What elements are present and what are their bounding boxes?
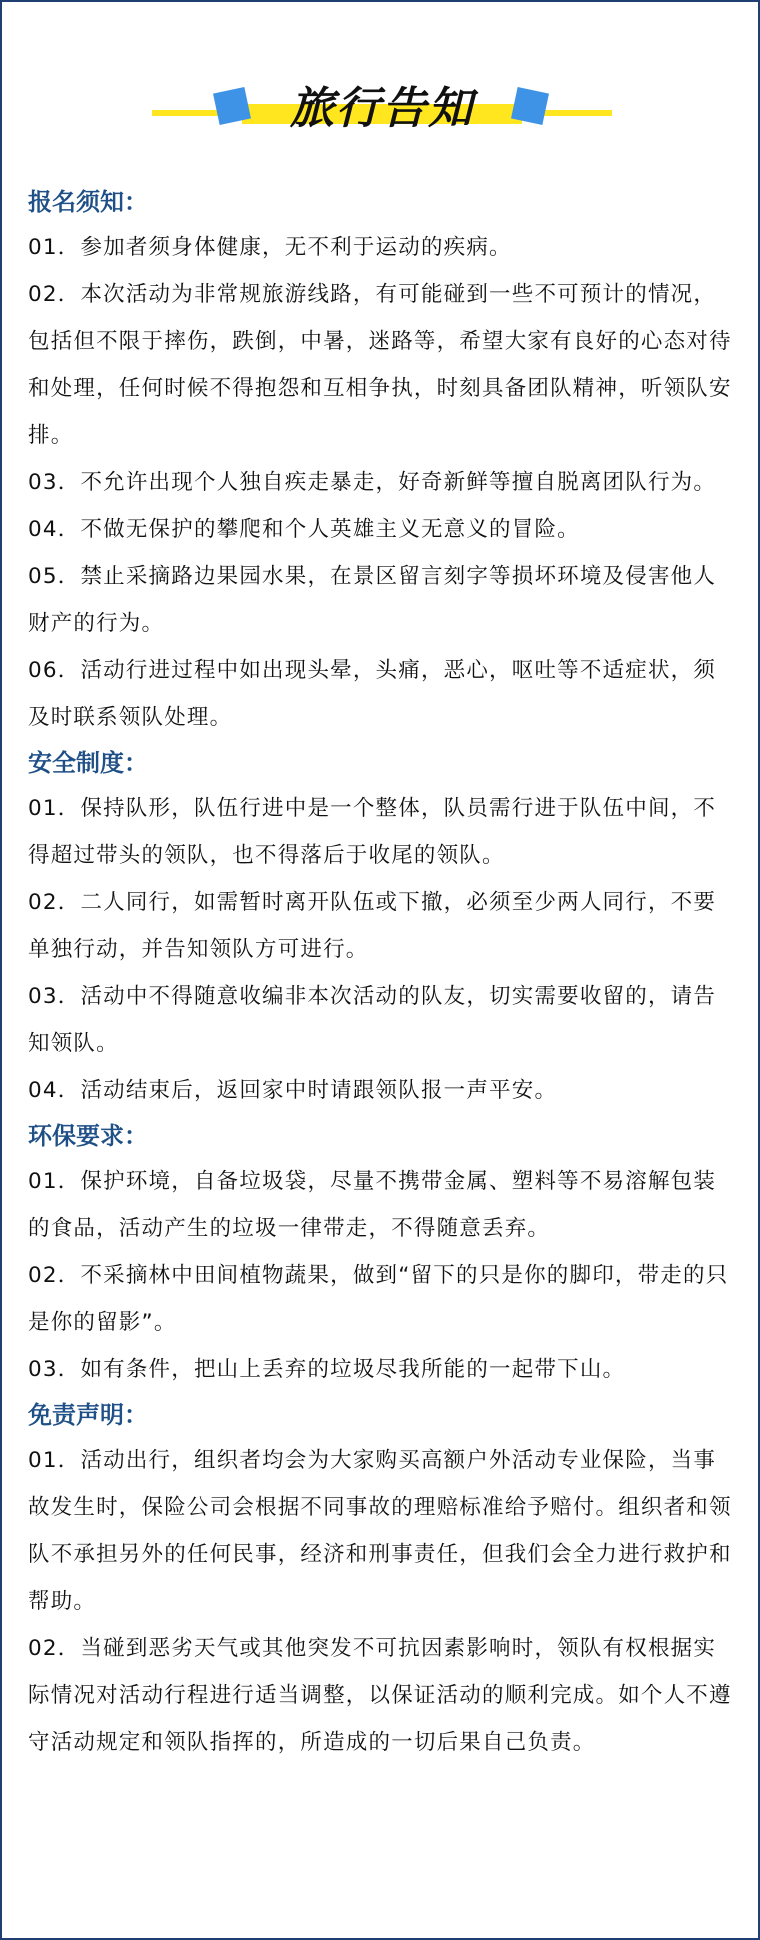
list-item: 06．活动行进过程中如出现头晕，头痛，恶心，呕吐等不适症状，须及时联系领队处理。 <box>28 658 717 730</box>
list-item: 04．活动结束后，返回家中时请跟领队报一声平安。 <box>28 1078 558 1103</box>
section-heading: 安全制度： <box>28 749 148 777</box>
section-disclaimer <box>28 1393 736 1766</box>
page-title: 旅行告知 <box>290 83 474 134</box>
section-heading: 报名须知： <box>28 188 148 216</box>
list-item: 02．当碰到恶劣天气或其他突发不可抗因素影响时，领队有权根据实际情况对活动行程进行适当调整，以保证活动的顺利完成。如个人不遵守活动规定和领队指挥的，所造成的一切后果自己负责。 <box>28 1636 732 1755</box>
section-registration <box>28 180 736 741</box>
section-heading: 环保要求： <box>28 1122 148 1150</box>
section-environment <box>28 1114 736 1393</box>
list-item: 01．活动出行，组织者均会为大家购买高额户外活动专业保险，当事故发生时，保险公司会根据不同事故的理赔标准给予赔付。组织者和领队不承担另外的任何民事，经济和刑事责任，但我们会全力进行救护和帮助。 <box>28 1448 732 1614</box>
section-safety <box>28 741 736 1114</box>
list-item: 03．如有条件，把山上丢弃的垃圾尽我所能的一起带下山。 <box>28 1357 626 1382</box>
list-item: 03．不允许出现个人独自疾走暴走，好奇新鲜等擅自脱离团队行为。 <box>28 470 717 495</box>
list-item: 01．保护环境，自备垃圾袋，尽量不携带金属、塑料等不易溶解包装的食品，活动产生的垃圾一律带走，不得随意丢弃。 <box>28 1169 717 1241</box>
notice-content <box>28 180 736 1766</box>
list-item: 02．本次活动为非常规旅游线路，有可能碰到一些不可预计的情况，包括但不限于摔伤，跌倒，中暑，迷路等，希望大家有良好的心态对待和处理，任何时候不得抱怨和互相争执，时刻具备团队精神，听领队安排。 <box>28 282 732 448</box>
list-item: 04．不做无保护的攀爬和个人英雄主义无意义的冒险。 <box>28 517 580 542</box>
list-item: 02．不采摘林中田间植物蔬果，做到“留下的只是你的脚印，带走的只是你的留影”。 <box>28 1263 729 1335</box>
list-item: 02．二人同行，如需暂时离开队伍或下撤，必须至少两人同行，不要单独行动，并告知领队方可进行。 <box>28 890 717 962</box>
list-item: 01．参加者须身体健康，无不利于运动的疾病。 <box>28 235 512 260</box>
section-heading: 免责声明： <box>28 1401 148 1429</box>
list-item: 03．活动中不得随意收编非本次活动的队友，切实需要收留的，请告知领队。 <box>28 984 717 1056</box>
list-item: 05．禁止采摘路边果园水果，在景区留言刻字等损坏环境及侵害他人财产的行为。 <box>28 564 717 636</box>
list-item: 01．保持队形，队伍行进中是一个整体，队员需行进于队伍中间，不得超过带头的领队，也不得落后于收尾的领队。 <box>28 796 717 868</box>
title-banner <box>2 72 760 172</box>
